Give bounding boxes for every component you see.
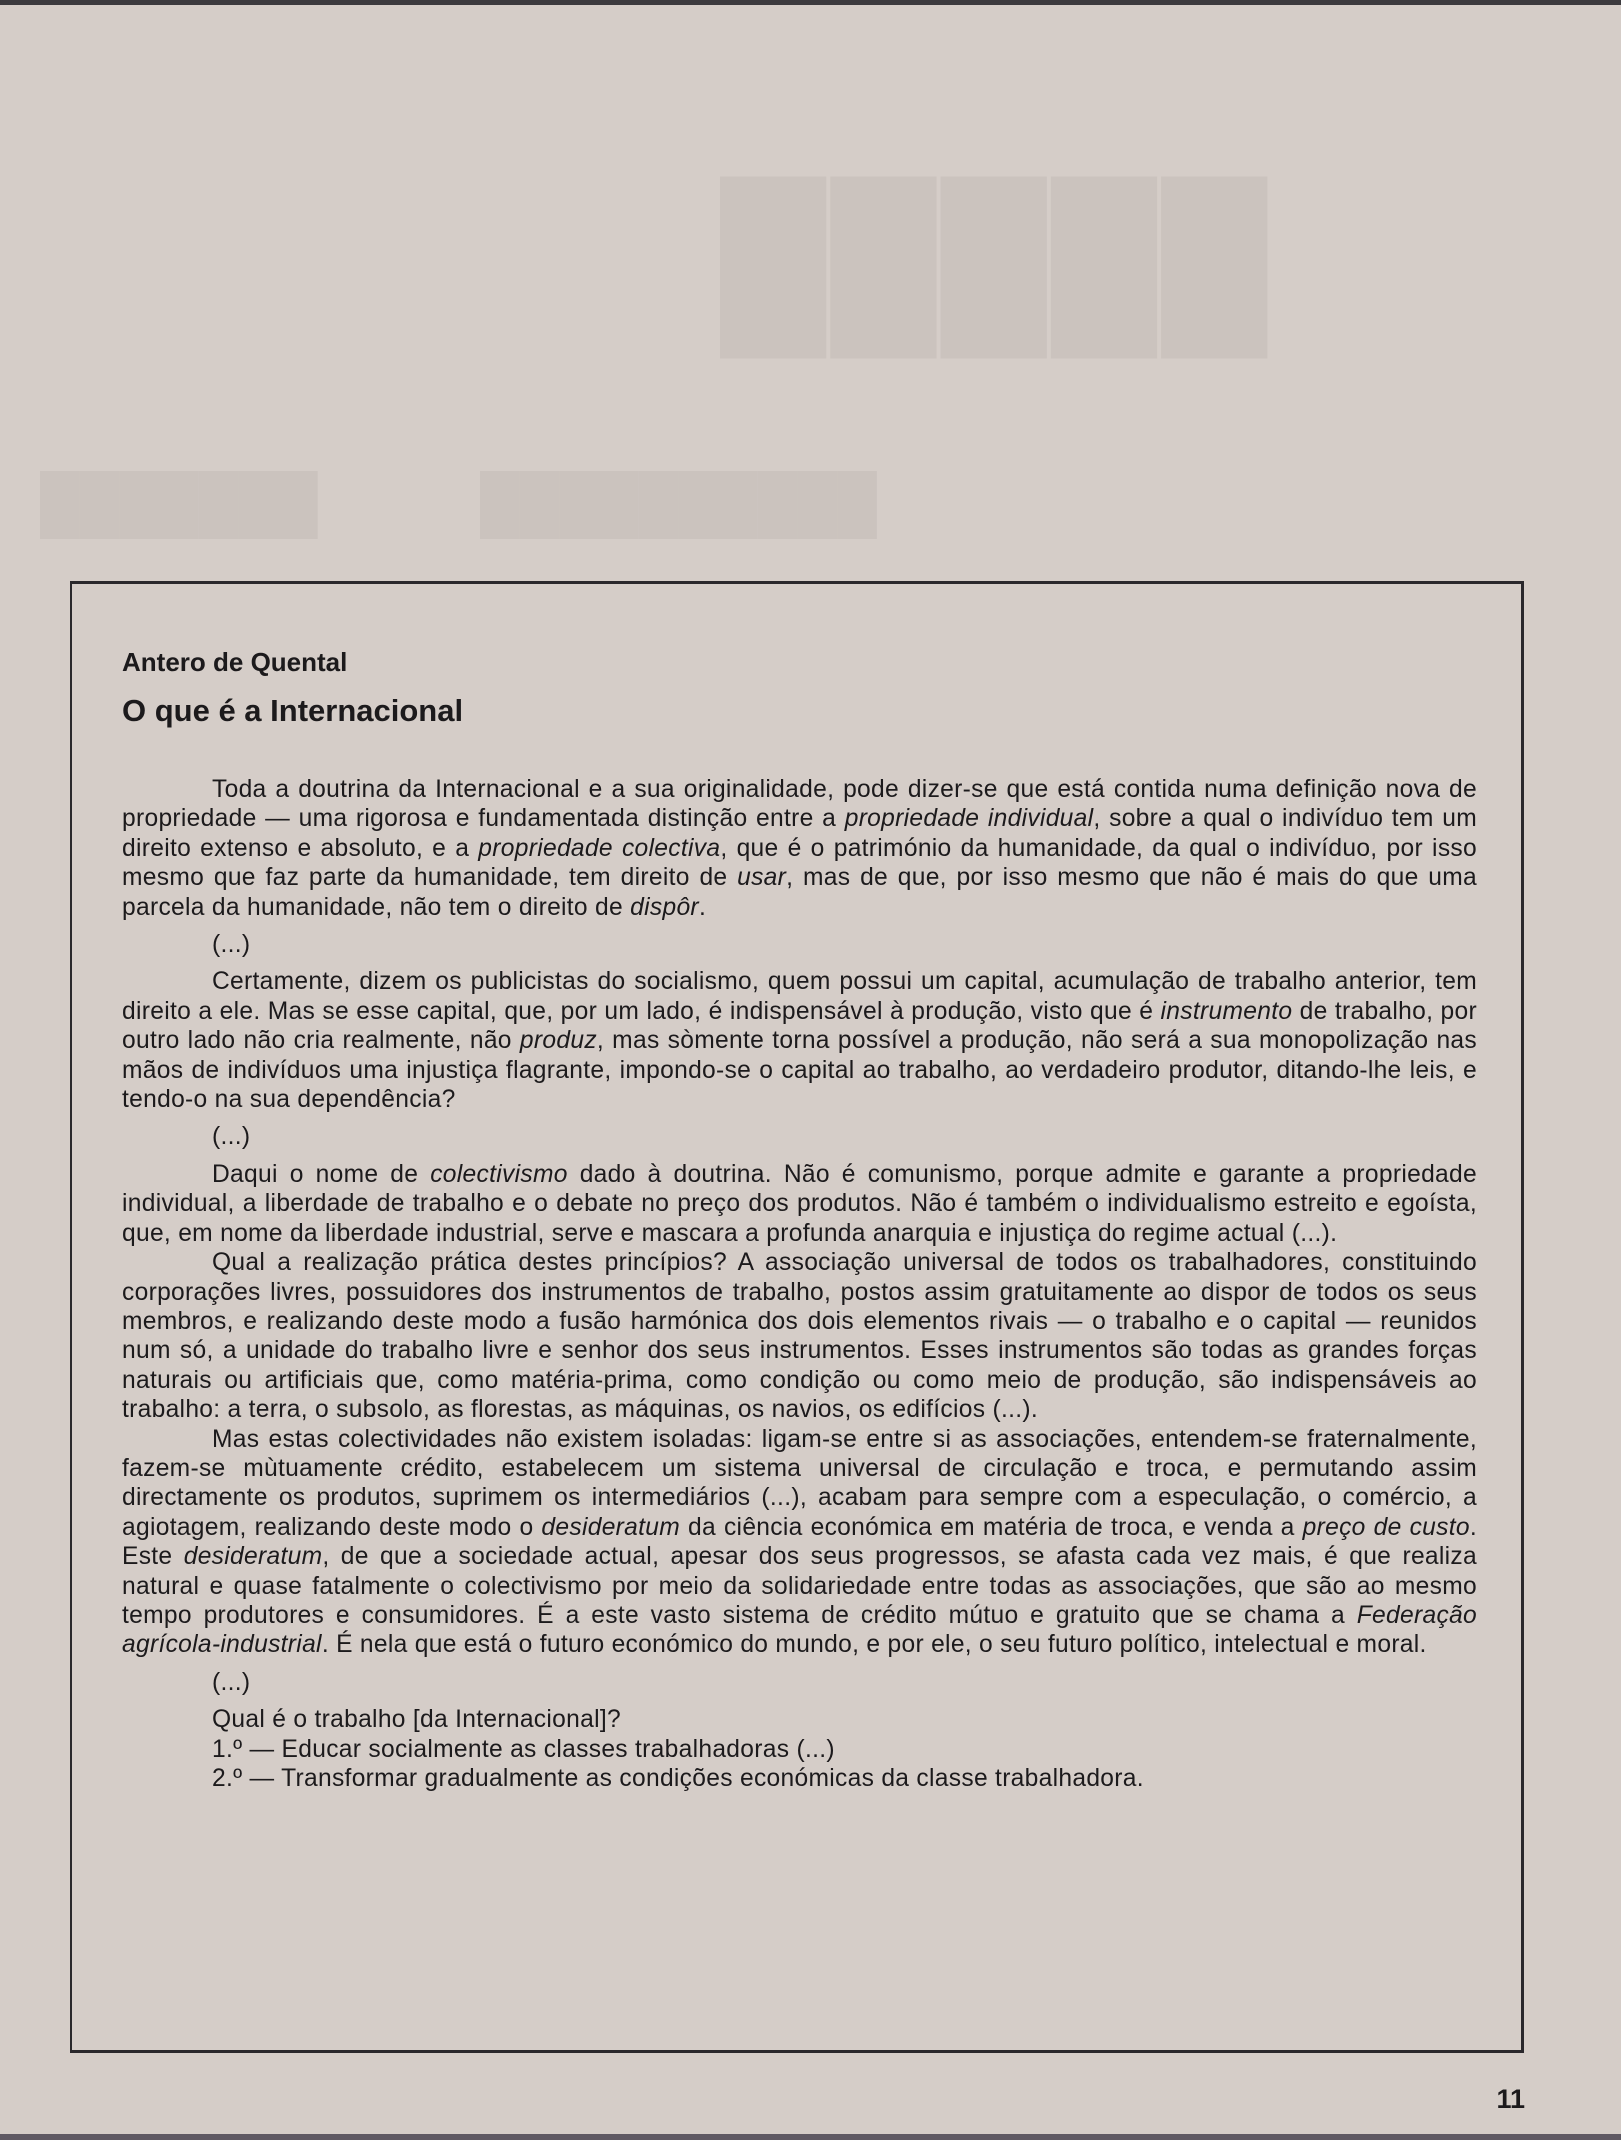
paragraph xyxy=(122,1248,1477,1424)
article-title: O que é a Internacional xyxy=(122,693,464,728)
text-run: . xyxy=(698,893,707,921)
text-run: da ciência económica em matéria de troca, e venda a xyxy=(680,1513,1303,1541)
top-edge xyxy=(0,0,1621,5)
paragraph xyxy=(122,775,1477,922)
page-number: 11 xyxy=(1496,2084,1525,2114)
emphasis-text: dispôr xyxy=(630,893,699,921)
emphasis-text: desideratum xyxy=(183,1543,323,1571)
text-run: . Este xyxy=(122,1513,1477,1571)
text-run: Daqui o nome de xyxy=(212,1160,431,1188)
text-run: Mas estas colectividades não existem isoladas: ligam-se entre si as associações, entendem-se fraternalmente, fazem-se mùtuamente crédito, estabelecem um sistema universal de circulação e troca, e permutando assim directamente os produtos, suprimem os intermediários (...), acabam para sempre com a especulação, o comércio, a agiotagem, realizando deste modo o xyxy=(122,1425,1477,1541)
text-run: de trabalho, por outro lado não cria realmente, não xyxy=(122,997,1477,1055)
emphasis-text: usar xyxy=(737,864,787,892)
emphasis-text: instrumento xyxy=(1160,997,1293,1025)
list-item: 1.º — Educar socialmente as classes trabalhadoras (...) xyxy=(212,1735,835,1763)
text-run: Qual a realização prática destes princípios? A associação universal de todos os trabalhadores, constituindo corporações livres, possuidores dos instrumentos de trabalho, postos assim gratuitamente ao dispor de todos os seus membros, e realizando deste modo a fusão harmónica dos dois elementos rivais — o trabalho e o capital — reunidos num só, a unidade do trabalho livre e senhor dos seus instrumentos. Esses instrumentos são todas as grandes forças naturais ou artificiais que, como matéria-prima, como condição ou como meio de produção, são indispensáveis ao trabalho: a terra, o subsolo, as florestas, as máquinas, os navios, os edifícios (...). xyxy=(122,1249,1477,1424)
bleed-through-shadow: ██████████ xyxy=(480,471,877,534)
text-run: dado à doutrina. Não é comunismo, porque admite e garante a propriedade individual, a liberdade de trabalho e o debate no preço dos produtos. Não é também o individualismo estreito e egoísta, que, em nome da liberdade industrial, serve e mascara a profunda anarquia e injustiça do regime actual (...). xyxy=(122,1160,1477,1247)
paragraph xyxy=(122,967,1477,1114)
emphasis-text: Federação agrícola-industrial xyxy=(122,1601,1477,1659)
paragraph xyxy=(122,1160,1477,1248)
text-run: , mas sòmente torna possível a produção, não será a sua monopolização nas mãos de indivíduos uma injustiça flagrante, impondo-se o capital ao trabalho, ao verdadeiro produtor, ditando-lhe leis, e tendo-o na sua dependência? xyxy=(122,1027,1477,1114)
article-frame xyxy=(70,581,1524,2053)
text-run: , que é o património da humanidade, da qual o indivíduo, por isso mesmo que faz parte da humanidade, tem direito de xyxy=(122,834,1477,892)
text-run: Certamente, dizem os publicistas do socialismo, quem possui um capital, acumulação de trabalho anterior, tem direito a ele. Mas se esse capital, que, por um lado, é indispensável à produção, visto que é xyxy=(122,968,1477,1025)
article-body xyxy=(122,775,1477,1793)
ellipsis: (...) xyxy=(212,931,251,959)
emphasis-text: produz xyxy=(519,1027,597,1055)
question-line: Qual é o trabalho [da Internacional]? xyxy=(212,1706,621,1734)
text-run: . É nela que está o futuro económico do mundo, e por ele, o seu futuro político, intelectual e moral. xyxy=(321,1631,1427,1659)
emphasis-text: preço de custo xyxy=(1302,1513,1470,1541)
text-run: , de que a sociedade actual, apesar dos seus progressos, se afasta cada vez mais, é que realiza natural e quase fatalmente o colectivismo por meio da solidariedade entre todas as associações, que são ao mesmo tempo produtores e consumidores. É a este vasto sistema de crédito mútuo e gratuito que se chama a xyxy=(122,1543,1478,1629)
emphasis-text: propriedade individual xyxy=(844,805,1094,833)
paragraph xyxy=(122,1425,1477,1660)
bleed-through-shadow: ███████ xyxy=(40,471,318,534)
text-run: Toda a doutrina da Internacional e a sua originalidade, pode dizer-se que está contida numa definição nova de propriedade — uma rigorosa e fundamentada distinção entre a xyxy=(122,776,1477,833)
text-run: , mas de que, por isso mesmo que não é mais do que uma parcela da humanidade, não tem o direito de xyxy=(122,864,1477,921)
ellipsis: (...) xyxy=(212,1123,251,1151)
ellipsis: (...) xyxy=(212,1668,251,1696)
emphasis-text: colectivismo xyxy=(430,1160,568,1188)
bleed-through-shadow: █████ xyxy=(720,177,1272,345)
bottom-edge xyxy=(0,2134,1621,2140)
emphasis-text: desideratum xyxy=(541,1513,681,1541)
text-run: , sobre a qual o indivíduo tem um direito extenso e absoluto, e a xyxy=(122,805,1478,862)
author-name: Antero de Quental xyxy=(122,647,348,677)
list-item: 2.º — Transformar gradualmente as condições económicas da classe trabalhadora. xyxy=(212,1765,1144,1792)
emphasis-text: propriedade colectiva xyxy=(478,834,721,862)
